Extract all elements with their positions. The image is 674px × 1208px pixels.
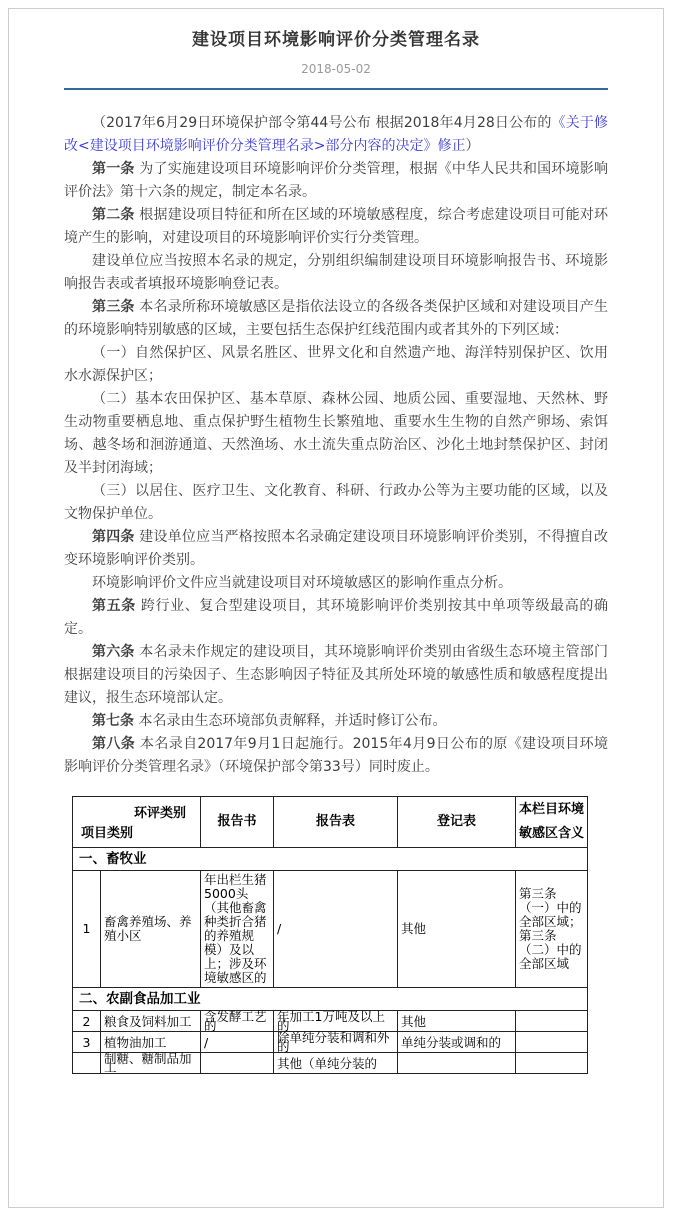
table-row: [73, 1011, 588, 1032]
title-divider: [64, 88, 608, 90]
paragraph: [64, 572, 608, 595]
section-title: 一、畜牧业: [73, 848, 588, 871]
text-run: （三）以居住、医疗卫生、文化教育、科研、行政办公等为主要功能的区域，以及文物保护单位。: [64, 483, 608, 522]
article-number: 第三条: [92, 299, 135, 315]
report-table-criteria: 年加工1万吨及以上的: [274, 1011, 398, 1032]
table-row: [73, 1032, 588, 1053]
article-number: 第四条: [92, 529, 135, 545]
registration-criteria: 单纯分装或调和的: [398, 1032, 516, 1053]
paragraph: [64, 158, 608, 204]
row-number: 1: [73, 871, 101, 988]
text-run: （二）基本农田保护区、基本草原、森林公园、地质公园、重要湿地、天然林、野生动物重要栖息地、重点保护野生植物生长繁殖地、重要水生生物的自然产卵场、索饵场、越冬场和洄游通道、天然渔场、水土流失重点防治区、沙化土地封禁保护区、封闭及半封闭海域；: [64, 391, 608, 476]
section-title: 二、农副食品加工业: [73, 988, 588, 1011]
project-category: 制糖、糖制品加工: [101, 1053, 201, 1074]
sensitive-area-meaning: [516, 1053, 588, 1074]
article-number: 第二条: [92, 207, 135, 223]
project-category: 畜禽养殖场、养殖小区: [101, 871, 201, 988]
paragraph: [64, 595, 608, 641]
report-table-criteria: 其他（单纯分装的: [274, 1053, 398, 1074]
report-book-criteria: /: [201, 1032, 274, 1053]
report-book-criteria: 年出栏生猪5000头（其他畜禽种类折合猪的养殖规模）及以上；涉及环境敏感区的: [201, 871, 274, 988]
row-number: [73, 1053, 101, 1074]
page-title: 建设项目环境影响评价分类管理名录: [192, 30, 480, 50]
text-run: 本名录未作规定的建设项目，其环境影响评价类别由省级生态环境主管部门根据建设项目的污染因子、生态影响因子特征及其所处环境的敏感性质和敏感程度提出建议，报生态环境部认定。: [64, 644, 609, 706]
text-run: 环境影响评价文件应当就建设项目对环境敏感区的影响作重点分析。: [92, 575, 512, 591]
paragraph: [64, 480, 608, 526]
article-number: 第一条: [92, 161, 135, 177]
paragraph: [64, 526, 608, 572]
page-content: [9, 28, 663, 1074]
report-book-criteria: [201, 1053, 274, 1074]
classification-table: [72, 796, 588, 1074]
text-run: ）: [465, 138, 480, 154]
paragraph: [64, 710, 608, 733]
amendment-decision-link[interactable]: 《关于修改<建设项目环境影响评价分类管理名录>部分内容的决定》修正: [64, 115, 609, 154]
registration-criteria: 其他: [398, 1011, 516, 1032]
paragraph: [64, 388, 608, 480]
sensitive-area-meaning: [516, 1011, 588, 1032]
project-category: 植物油加工: [101, 1032, 201, 1053]
table-row: [73, 1053, 588, 1074]
paragraph: [64, 112, 608, 158]
paragraph: [64, 342, 608, 388]
project-category: 粮食及饲料加工: [101, 1011, 201, 1032]
text-run: 本名录自2017年9月1日起施行。2015年4月9日公布的原《建设项目环境影响评价分类管理名录》（环境保护部令第33号）同时废止。: [64, 736, 608, 775]
text-run: 为了实施建设项目环境影响评价分类管理，根据《中华人民共和国环境影响评价法》第十六条的规定，制定本名录。: [64, 161, 609, 200]
article-number: 第八条: [92, 736, 136, 752]
text-run: 建设单位应当严格按照本名录确定建设项目环境影响评价类别，不得擅自改变环境影响评价类别。: [64, 529, 609, 568]
publish-date: 2018-05-02: [301, 62, 371, 76]
project-category-header: 项目类别: [81, 826, 134, 841]
corner-header-cell: [73, 797, 201, 848]
report-table-criteria: 除单纯分装和调和外的: [274, 1032, 398, 1053]
text-run: （一）自然保护区、风景名胜区、世界文化和自然遗产地、海洋特别保护区、饮用水水源保护区；: [64, 345, 608, 384]
text-run: 根据建设项目特征和所在区域的环境敏感程度，综合考虑建设项目可能对环境产生的影响，对建设项目的环境影响评价实行分类管理。: [64, 207, 609, 246]
registration-criteria: [398, 1053, 516, 1074]
paragraph: [64, 733, 608, 779]
paragraph: [64, 204, 608, 250]
table-row: [73, 871, 588, 988]
text-run: 建设单位应当按照本名录的规定，分别组织编制建设项目环境影响报告书、环境影响报告表或者填报环境影响登记表。: [64, 253, 608, 292]
registration-criteria: 其他: [398, 871, 516, 988]
sensitive-area-header: 本栏目环境敏感区含义: [516, 797, 588, 848]
page-card: [8, 8, 664, 1208]
section-row: [73, 988, 588, 1011]
sensitive-area-meaning: [516, 1032, 588, 1053]
article-number: 第五条: [92, 598, 136, 614]
text-run: 本名录由生态环境部负责解释，并适时修订公布。: [134, 713, 447, 729]
article-body: [64, 112, 608, 779]
text-run: 本名录所称环境敏感区是指依法设立的各级各类保护区域和对建设项目产生的环境影响特别敏感的区域，主要包括生态保护红线范围内或者其外的下列区域：: [64, 299, 609, 338]
row-number: 3: [73, 1032, 101, 1053]
paragraph: [64, 296, 608, 342]
report-table-header: 报告表: [274, 797, 398, 848]
registration-header: 登记表: [398, 797, 516, 848]
article-number: 第六条: [92, 644, 135, 660]
row-number: 2: [73, 1011, 101, 1032]
section-row: [73, 848, 588, 871]
paragraph: [64, 641, 608, 710]
report-book-header: 报告书: [201, 797, 274, 848]
text-run: （2017年6月29日环境保护部令第44号公布 根据2018年4月28日公布的: [92, 115, 552, 131]
report-book-criteria: 含发酵工艺的: [201, 1011, 274, 1032]
article-number: 第七条: [92, 713, 134, 729]
eia-category-header: 环评类别: [134, 806, 187, 821]
paragraph: [64, 250, 608, 296]
report-table-criteria: /: [274, 871, 398, 988]
table-header-row: [73, 797, 588, 848]
sensitive-area-meaning: 第三条（一）中的全部区域；第三条（二）中的全部区域: [516, 871, 588, 988]
text-run: 跨行业、复合型建设项目，其环境影响评价类别按其中单项等级最高的确定。: [64, 598, 609, 637]
corner-header-box: [75, 801, 198, 843]
